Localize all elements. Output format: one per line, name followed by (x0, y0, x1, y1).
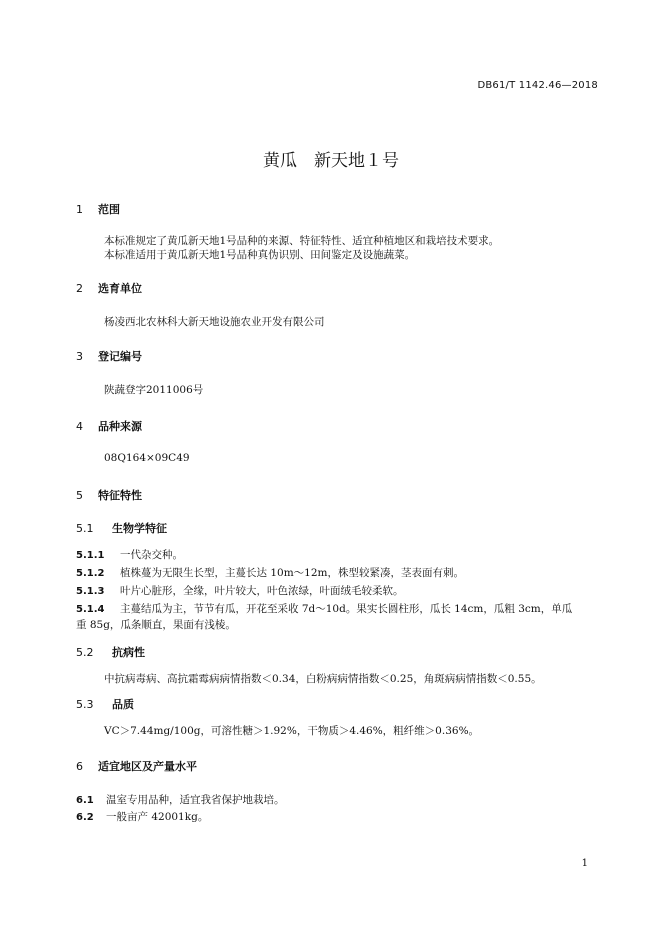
clause-5-1-1 (76, 547, 598, 562)
section-number: 5 (76, 489, 83, 502)
paragraph: 杨凌西北农林科大新天地设施农业开发有限公司 (104, 316, 325, 328)
clause-text: 温室专用品种，适宜我省保护地栽培。 (106, 794, 285, 806)
clause-text: 植株蔓为无限生长型，主蔓长达 10m～12m，株型较紧凑，茎表面有刺。 (120, 567, 464, 579)
section-number: 3 (76, 350, 83, 363)
section-title: 登记编号 (98, 350, 142, 363)
section-number: 2 (76, 282, 83, 295)
section-5-2-heading (76, 644, 145, 660)
section-number: 4 (76, 420, 83, 433)
clause-number: 5.1.1 (76, 550, 105, 561)
paragraph: 08Q164×09C49 (104, 452, 190, 464)
clause-number: 6.1 (76, 795, 94, 806)
document-title: 黄瓜 新天地１号 (263, 151, 399, 171)
clause-text: 一代杂交种。 (120, 549, 183, 561)
paragraph: 本标准规定了黄瓜新天地1号品种的来源、特征特性、适宜种植地区和栽培技术要求。 (104, 235, 500, 247)
section-title: 适宜地区及产量水平 (98, 760, 197, 773)
clause-text: 叶片心脏形，全缘，叶片较大，叶色浓绿，叶面绒毛较柔软。 (120, 585, 404, 597)
section-title: 范围 (98, 203, 120, 216)
section-title: 抗病性 (112, 646, 145, 659)
page-number: 1 (581, 858, 588, 869)
section-5-1-heading (76, 520, 167, 536)
standard-code: DB61/T 1142.46—2018 (477, 80, 598, 91)
section-title: 品种来源 (98, 420, 142, 433)
section-6-heading (76, 758, 197, 774)
clause-5-1-3 (76, 583, 598, 598)
paragraph: VC＞7.44mg/100g，可溶性糖＞1.92%，干物质＞4.46%，粗纤维＞0.36%。 (104, 725, 480, 737)
section-number: 5.1 (76, 522, 94, 535)
clause-5-1-2 (76, 565, 598, 580)
clause-number: 5.1.4 (76, 604, 105, 615)
section-number: 5.2 (76, 646, 94, 659)
clause-text: 一般亩产 42001kg。 (106, 811, 209, 823)
clause-number: 5.1.3 (76, 586, 105, 597)
section-title: 特征特性 (98, 489, 142, 502)
paragraph: 陕蔬登字2011006号 (104, 384, 204, 396)
section-number: 5.3 (76, 698, 94, 711)
clause-number: 5.1.2 (76, 568, 105, 579)
section-title: 品质 (112, 698, 134, 711)
section-title: 选育单位 (98, 282, 142, 295)
section-4-heading (76, 418, 142, 434)
section-1-heading (76, 201, 120, 217)
section-number: 1 (76, 203, 83, 216)
clause-5-1-4-continuation: 重 85g，瓜条顺直，果面有浅棱。 (76, 619, 236, 631)
paragraph: 本标准适用于黄瓜新天地1号品种真伪识别、田间鉴定及设施蔬菜。 (104, 249, 416, 261)
clause-6-1 (76, 792, 598, 807)
paragraph: 中抗病毒病、高抗霜霉病病情指数＜0.34，白粉病病情指数＜0.25，角斑病病情指数＜0.55。 (104, 673, 542, 685)
clause-6-2 (76, 809, 598, 824)
clause-number: 6.2 (76, 812, 94, 823)
section-title: 生物学特征 (112, 522, 167, 535)
clause-text: 主蔓结瓜为主，节节有瓜，开花至采收 7d～10d。果实长圆柱形，瓜长 14cm，瓜粗 3cm，单瓜 (120, 603, 573, 615)
section-number: 6 (76, 760, 83, 773)
section-2-heading (76, 280, 142, 296)
section-5-3-heading (76, 696, 134, 712)
section-3-heading (76, 348, 142, 364)
section-5-heading (76, 487, 142, 503)
clause-5-1-4 (76, 601, 598, 616)
